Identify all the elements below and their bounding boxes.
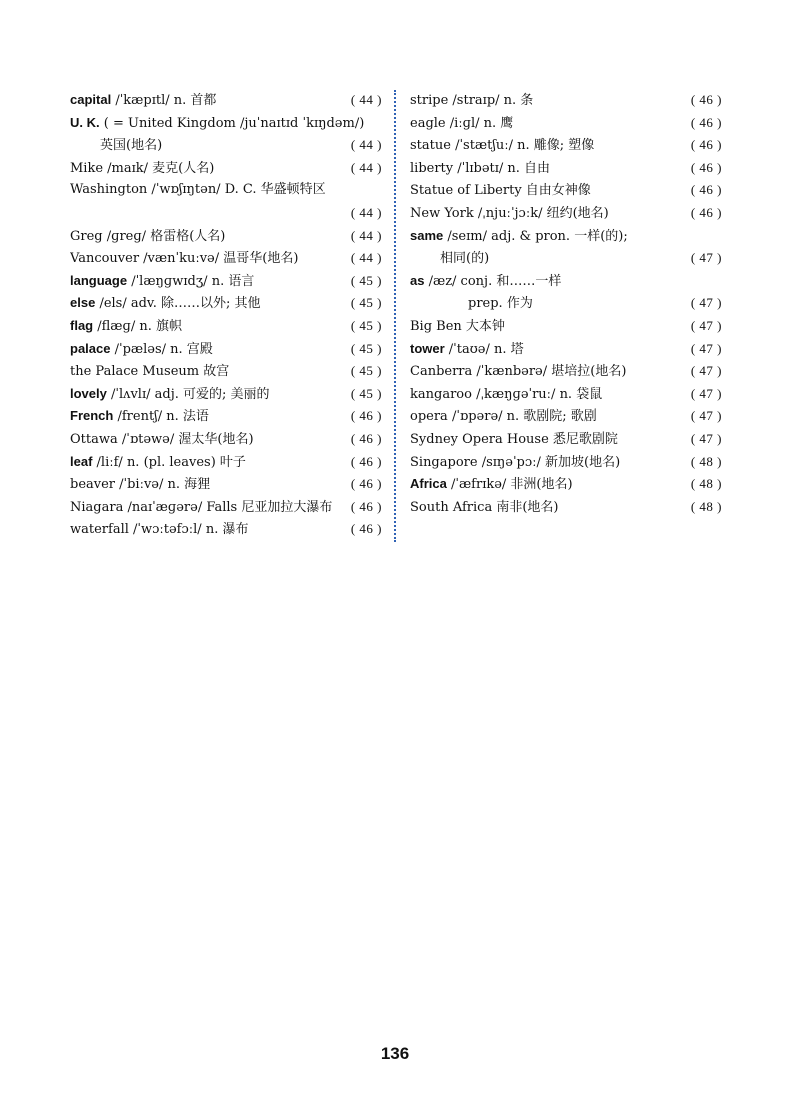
entry-text xyxy=(410,429,691,452)
entry-text xyxy=(410,361,691,384)
vocab-entry xyxy=(70,383,382,406)
entry-line: opera /ˈɒpərə/ n. 歌剧院; 歌剧 xyxy=(410,409,597,425)
entry-text xyxy=(70,519,351,542)
vocab-entry xyxy=(70,473,382,496)
vocab-entry xyxy=(410,157,722,180)
entry-page-ref: ( 46 ) xyxy=(690,204,722,220)
vocab-entry xyxy=(410,338,722,361)
entry-page-ref: ( 46 ) xyxy=(350,476,382,492)
entry-definition: /ˈpæləs/ n. 宫殿 xyxy=(110,341,213,357)
entry-page-ref: ( 45 ) xyxy=(350,385,382,401)
entry-definition: ( = United Kingdom /juˈnaɪtɪd ˈkɪŋdəm/) xyxy=(99,115,365,131)
headword: U. K. xyxy=(70,114,100,130)
vocab-entry xyxy=(70,89,382,112)
entry-page-ref: ( 47 ) xyxy=(690,430,722,446)
entry-page-ref: ( 46 ) xyxy=(690,159,722,175)
entry-text xyxy=(70,383,351,407)
vocab-entry xyxy=(410,292,722,315)
entry-text xyxy=(410,497,691,520)
headword: lovely xyxy=(70,385,107,401)
entry-text xyxy=(70,179,382,202)
entry-definition: /els/ adv. 除……以外; 其他 xyxy=(95,296,261,312)
page-number: 136 xyxy=(380,1044,410,1063)
headword: same xyxy=(410,227,444,243)
vocab-entry xyxy=(410,451,722,474)
entry-text xyxy=(70,226,351,249)
vocab-entry xyxy=(410,89,722,112)
vocab-entry xyxy=(70,179,382,202)
entry-page-ref: ( 47 ) xyxy=(690,408,722,424)
vocab-entry xyxy=(410,428,722,451)
headword: Africa xyxy=(410,476,447,492)
vocab-entry xyxy=(410,270,722,293)
entry-page-ref: ( 46 ) xyxy=(690,182,722,198)
entry-text xyxy=(100,135,351,158)
entry-text xyxy=(70,451,351,475)
entry-text xyxy=(410,338,691,362)
entry-definition: /liːf/ n. (pl. leaves) 叶子 xyxy=(92,454,246,470)
entry-text xyxy=(410,473,691,497)
entry-line: Washington /ˈwɒʃɪŋtən/ D. C. 华盛顿特区 xyxy=(70,182,326,198)
entry-page-ref: ( 46 ) xyxy=(350,498,382,514)
entry-definition: /ˈæfrɪkə/ 非洲(地名) xyxy=(446,477,573,493)
entry-page-ref: ( 47 ) xyxy=(690,385,722,401)
entry-line: prep. 作为 xyxy=(468,296,533,312)
entry-text xyxy=(70,292,351,316)
entry-page-ref: ( 46 ) xyxy=(350,453,382,469)
headword: tower xyxy=(410,340,445,356)
entry-line: 英国(地名) xyxy=(100,138,163,154)
vocab-column-left xyxy=(70,89,382,541)
headword: language xyxy=(70,272,128,288)
entry-page-ref: ( 46 ) xyxy=(350,521,382,537)
vocab-entry xyxy=(410,405,722,428)
entry-line: Mike /maɪk/ 麦克(人名) xyxy=(70,160,215,176)
headword: leaf xyxy=(70,453,93,469)
entry-line: 相同(的) xyxy=(440,251,490,267)
entry-line: kangaroo /ˌkæŋɡəˈruː/ n. 袋鼠 xyxy=(410,386,603,402)
vocab-entry xyxy=(70,338,382,361)
entry-page-ref: ( 45 ) xyxy=(350,272,382,288)
headword: capital xyxy=(70,92,112,107)
vocab-column-right xyxy=(410,89,722,518)
entry-text xyxy=(468,293,691,316)
entry-text xyxy=(410,203,691,226)
vocab-entry xyxy=(410,360,722,383)
entry-text xyxy=(70,89,351,113)
headword: else xyxy=(70,295,96,311)
vocab-entry xyxy=(70,292,382,315)
entry-definition: /æz/ conj. 和……一样 xyxy=(424,273,562,289)
entry-line: the Palace Museum 故宫 xyxy=(70,364,230,380)
headword: flag xyxy=(70,317,94,333)
entry-line: Vancouver /vænˈkuːvə/ 温哥华(地名) xyxy=(70,251,299,267)
entry-page-ref: ( 46 ) xyxy=(350,408,382,424)
entry-line: stripe /straɪp/ n. 条 xyxy=(410,93,534,108)
entry-page-ref: ( 44 ) xyxy=(350,204,382,220)
entry-page-ref: ( 47 ) xyxy=(690,295,722,311)
vocab-entry xyxy=(410,179,722,202)
entry-text xyxy=(410,158,691,181)
vocab-entry xyxy=(70,202,382,225)
entry-text xyxy=(410,135,691,158)
vocab-entry xyxy=(70,225,382,248)
vocab-entry xyxy=(70,247,382,270)
entry-text xyxy=(70,112,382,136)
entry-line: Niagara /naɪˈæɡərə/ Falls 尼亚加拉大瀑布 xyxy=(70,499,333,515)
entry-definition: /ˈlʌvlɪ/ adj. 可爱的; 美丽的 xyxy=(106,386,270,402)
entry-text xyxy=(70,361,351,384)
entry-page-ref: ( 45 ) xyxy=(350,295,382,311)
headword: French xyxy=(70,408,114,424)
vocab-entry xyxy=(410,134,722,157)
vocab-entry xyxy=(70,451,382,474)
entry-text xyxy=(70,405,351,429)
entry-line: Big Ben 大本钟 xyxy=(410,318,505,334)
vocab-entry xyxy=(70,405,382,428)
vocab-entry xyxy=(410,247,722,270)
entry-text xyxy=(410,316,691,339)
entry-definition: /ˈlæŋɡwɪdʒ/ n. 语言 xyxy=(127,273,255,289)
entry-line: South Africa 南非(地名) xyxy=(410,499,559,515)
entry-text xyxy=(70,429,351,452)
headword: as xyxy=(410,272,425,288)
entry-page-ref: ( 45 ) xyxy=(350,363,382,379)
entry-text xyxy=(70,497,351,520)
entry-text xyxy=(70,270,351,294)
entry-text xyxy=(70,338,351,362)
entry-page-ref: ( 46 ) xyxy=(690,92,722,107)
entry-page-ref: ( 48 ) xyxy=(690,498,722,514)
vocab-entry xyxy=(410,496,722,519)
vocab-entry xyxy=(410,315,722,338)
entry-line: liberty /ˈlɪbətɪ/ n. 自由 xyxy=(410,160,551,176)
entry-page-ref: ( 47 ) xyxy=(690,250,722,266)
column-divider xyxy=(394,90,396,542)
entry-definition: /seɪm/ adj. & pron. 一样(的); xyxy=(443,228,628,244)
entry-line: waterfall /ˈwɔːtəfɔːl/ n. 瀑布 xyxy=(70,522,249,538)
entry-page-ref: ( 44 ) xyxy=(350,159,382,175)
entry-text xyxy=(70,158,351,181)
entry-page-ref: ( 48 ) xyxy=(690,453,722,469)
entry-page-ref: ( 44 ) xyxy=(350,250,382,266)
entry-page-ref: ( 44 ) xyxy=(350,227,382,243)
entry-page-ref: ( 46 ) xyxy=(350,430,382,446)
vocab-entry xyxy=(70,360,382,383)
vocab-entry xyxy=(410,383,722,406)
entry-text xyxy=(70,474,351,497)
entry-definition: /ˈtaʊə/ n. 塔 xyxy=(444,341,524,357)
entry-page-ref: ( 45 ) xyxy=(350,317,382,333)
entry-text xyxy=(410,406,691,429)
entry-page-ref: ( 47 ) xyxy=(690,317,722,333)
entry-line: Greg /ɡreɡ/ 格雷格(人名) xyxy=(70,228,226,244)
entry-page-ref: ( 46 ) xyxy=(690,137,722,153)
headword: palace xyxy=(70,340,111,356)
entry-text xyxy=(410,270,722,294)
vocab-entry xyxy=(70,518,382,541)
vocab-entry xyxy=(410,202,722,225)
entry-text xyxy=(410,225,722,249)
entry-page-ref: ( 45 ) xyxy=(350,340,382,356)
entry-text xyxy=(410,113,691,136)
vocab-entry xyxy=(70,496,382,519)
vocab-entry xyxy=(70,112,382,135)
entry-page-ref: ( 44 ) xyxy=(350,137,382,153)
entry-definition: /ˈkæpɪtl/ n. 首都 xyxy=(111,93,217,108)
vocab-entry xyxy=(70,157,382,180)
entry-definition: /flæɡ/ n. 旗帜 xyxy=(93,318,182,334)
vocab-entry xyxy=(70,270,382,293)
entry-text xyxy=(410,452,691,475)
entry-text xyxy=(440,248,691,271)
entry-text xyxy=(410,180,691,203)
vocab-entry xyxy=(410,473,722,496)
entry-text xyxy=(410,90,691,113)
entry-page-ref: ( 48 ) xyxy=(690,476,722,492)
vocab-entry xyxy=(410,112,722,135)
entry-definition: /frentʃ/ n. 法语 xyxy=(113,409,209,425)
vocab-entry xyxy=(70,428,382,451)
vocab-entry xyxy=(70,315,382,338)
entry-line: New York /ˌnjuːˈjɔːk/ 纽约(地名) xyxy=(410,205,609,221)
entry-line: Sydney Opera House 悉尼歌剧院 xyxy=(410,431,618,447)
entry-line: Canberra /ˈkænbərə/ 堪培拉(地名) xyxy=(410,364,627,380)
entry-line: Ottawa /ˈɒtəwə/ 渥太华(地名) xyxy=(70,431,254,447)
entry-line: beaver /ˈbiːvə/ n. 海狸 xyxy=(70,477,211,493)
entry-page-ref: ( 47 ) xyxy=(690,363,722,379)
entry-text xyxy=(70,315,351,339)
entry-line: Statue of Liberty 自由女神像 xyxy=(410,183,591,199)
vocab-entry xyxy=(410,225,722,248)
entry-page-ref: ( 47 ) xyxy=(690,340,722,356)
entry-line: Singapore /sɪŋəˈpɔː/ 新加坡(地名) xyxy=(410,454,621,470)
entry-page-ref: ( 44 ) xyxy=(350,92,382,107)
entry-text xyxy=(70,248,351,271)
vocab-entry xyxy=(70,134,382,157)
entry-text xyxy=(410,384,691,407)
entry-line: statue /ˈstætʃuː/ n. 雕像; 塑像 xyxy=(410,138,595,154)
entry-line: eagle /iːɡl/ n. 鹰 xyxy=(410,115,514,131)
entry-page-ref: ( 46 ) xyxy=(690,114,722,130)
